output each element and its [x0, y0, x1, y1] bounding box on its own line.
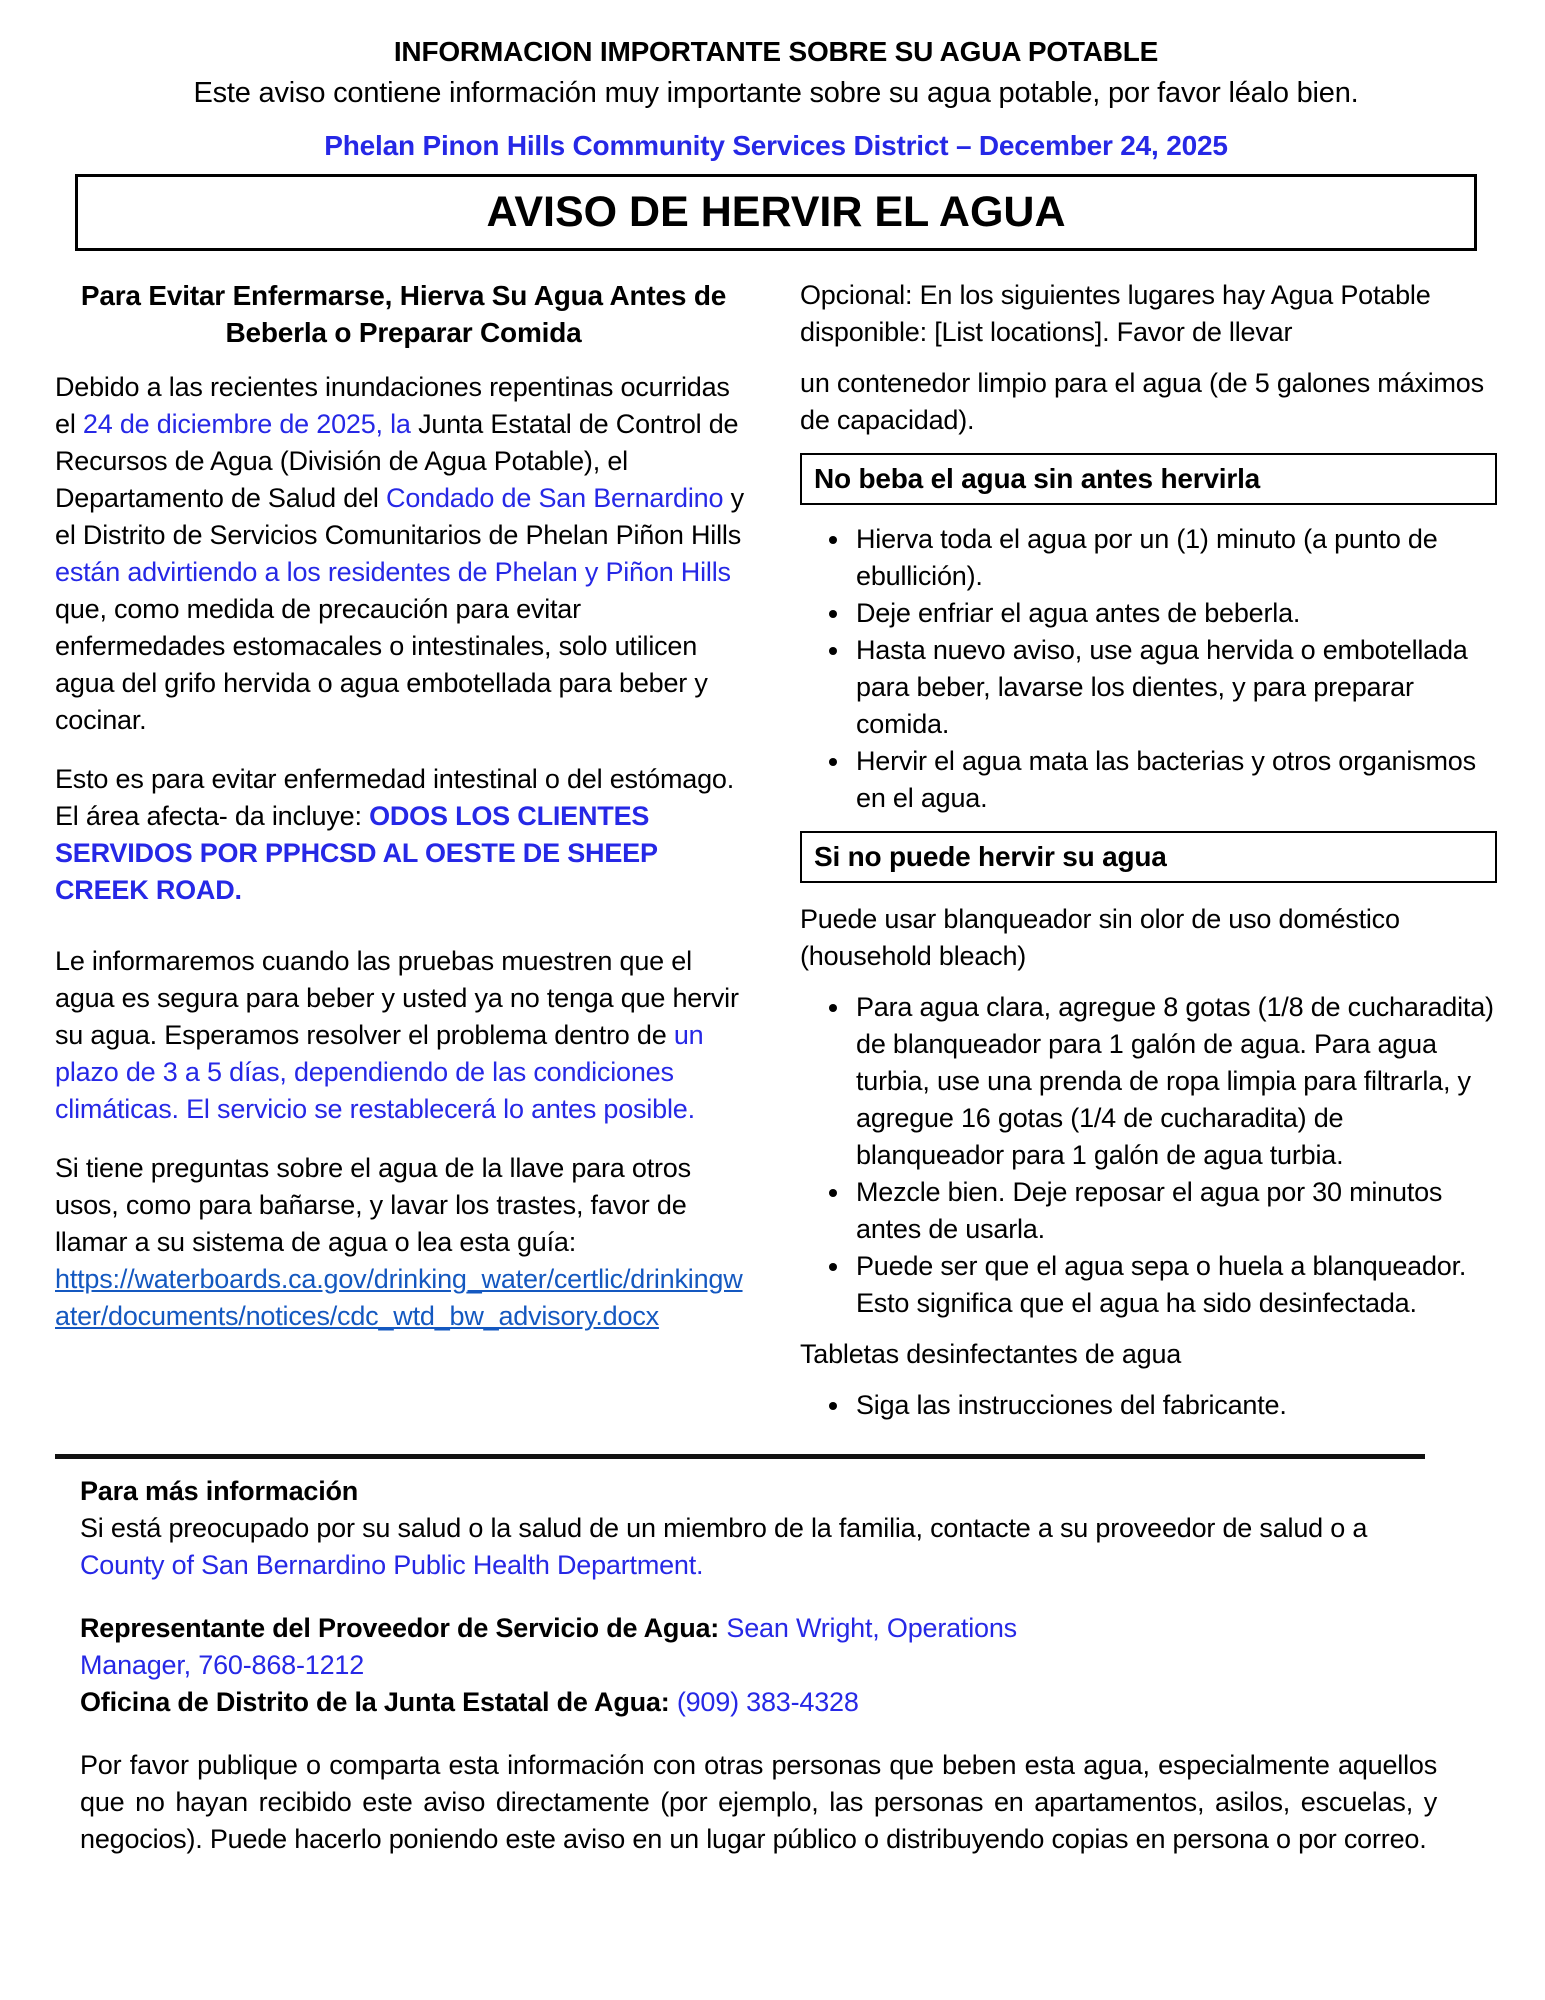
bullet-item: • Hervir el agua mata las bacterias y otros organismos en el agua. — [852, 743, 1497, 817]
text-segment: Condado de San Bernardino — [386, 483, 724, 513]
district-date-line: Phelan Pinon Hills Community Services District – December 24, 2025 — [324, 130, 1228, 161]
paragraph-tablets: Tabletas desinfectantes de agua — [800, 1339, 1182, 1369]
paragraph-bleach: Puede usar blanqueador sin olor de uso doméstico (household bleach) — [800, 904, 1400, 971]
boil-instructions-list — [800, 521, 1497, 817]
section-header-no-beba — [800, 453, 1497, 505]
bullet-item: • Hierva toda el agua por un (1) minuto (a punto de ebullición). — [852, 521, 1497, 595]
text-segment: Manager, 760-868-1212 — [80, 1650, 365, 1680]
bullet-item: • Mezcle bien. Deje reposar el agua por 30 minutos antes de usarla. — [852, 1174, 1497, 1248]
footer-heading: Para más información — [80, 1476, 359, 1506]
document-header — [55, 32, 1497, 164]
text-segment: un plazo de 3 a 5 días, dependiendo de las condiciones climáticas. El servicio se restablecerá lo antes posible. — [55, 1020, 704, 1124]
text-segment: ODOS LOS CLIENTES SERVIDOS POR PPHCSD AL OESTE DE SHEEP CREEK ROAD. — [55, 801, 658, 905]
bullet-item: • Puede ser que el agua sepa o huela a blanqueador. Esto significa que el agua ha sido desinfectada. — [852, 1248, 1497, 1322]
two-column-body — [55, 277, 1497, 1424]
text-segment: Si está preocupado por su salud o la salud de un miembro de la familia, contacte a su proveedor de salud o a — [80, 1513, 1368, 1543]
bullet-item: • Para agua clara, agregue 8 gotas (1/8 de cucharadita) de blanqueador para 1 galón de agua. Para agua turbia, use una prenda de ropa limpia para filtrarla, y agregue 16 gotas (1/4 de cucharadita) de blanqueador para 1 galón de agua turbia. — [852, 989, 1497, 1174]
text-segment: Le informaremos cuando las pruebas muestren que el agua es segura para beber y usted ya no tenga que hervir su agua. Esperamos resolver el problema dentro de — [55, 946, 739, 1050]
bullet-item: • Deje enfriar el agua antes de beberla. — [852, 595, 1497, 632]
notice-title-box — [75, 174, 1477, 251]
paragraph-optional-locations: Opcional: En los siguientes lugares hay Agua Potable disponible: [List locations]. Favor de llevar — [800, 280, 1431, 347]
text-segment: Oficina de Distrito de la Junta Estatal de Agua: — [80, 1687, 677, 1717]
footer-section — [55, 1473, 1497, 1858]
text-segment: Si tiene preguntas sobre el agua de la llave para otros usos, como para bañarse, y lavar los trastes, favor de llamar a su sistema de agua o lea esta guía: — [55, 1153, 691, 1257]
guide-link[interactable]: https://waterboards.ca.gov/drinking_water/certlic/drinkingwater/documents/notices/cdc_wtd_bw_advisory.docx — [55, 1264, 743, 1331]
footer-district-office-line — [80, 1684, 1437, 1721]
footer-representative-line — [80, 1610, 1437, 1684]
section-header-no-hervir — [800, 831, 1497, 883]
paragraph-flood-notice — [55, 369, 752, 739]
paragraph-testing-update — [55, 943, 752, 1128]
bleach-instructions-list — [800, 989, 1497, 1322]
section-header-no-hervir-label: Si no puede hervir su agua — [814, 841, 1167, 872]
paragraph-questions-guide[interactable] — [55, 1150, 752, 1335]
bullet-item: • Siga las instrucciones del fabricante. — [852, 1387, 1497, 1424]
text-segment: Debido a las recientes inundaciones repentinas ocurridas el — [55, 372, 730, 439]
paragraph-container: un contenedor limpio para el agua (de 5 galones máximos de capacidad). — [800, 368, 1484, 435]
text-segment: que, como medida de precaución para evitar enfermedades estomacales o intestinales, solo utilicen agua del grifo hervida o agua embotellada para beber y cocinar. — [55, 594, 708, 735]
text-segment: Esto es para evitar enfermedad intestinal o del estómago. El área afecta- da incluye: — [55, 764, 734, 831]
text-segment: Junta Estatal de Control de Recursos de Agua (División de Agua Potable), el Departamento de Salud del — [55, 409, 739, 513]
section-divider — [55, 1454, 1425, 1459]
text-segment: están advirtiendo a los residentes de Phelan y Piñon Hills — [55, 557, 731, 587]
tablets-instructions-list — [800, 1387, 1497, 1424]
text-segment: 24 de diciembre de 2025, la — [82, 409, 411, 439]
header-title: INFORMACION IMPORTANTE SOBRE SU AGUA POTABLE — [393, 36, 1159, 67]
text-segment: Representante del Proveedor de Servicio de Agua: — [80, 1613, 727, 1643]
text-segment: y el Distrito de Servicios Comunitarios de Phelan Piñon Hills — [55, 483, 744, 550]
footer-health-contact — [80, 1510, 1437, 1584]
section-header-no-beba-label: No beba el agua sin antes hervirla — [814, 463, 1261, 494]
right-column — [800, 277, 1497, 1424]
footer-share-paragraph: Por favor publique o comparta esta información con otras personas que beben esta agua, especialmente aquellos que no hayan recibido este aviso directamente (por ejemplo, las personas en apartamentos, asilos, escuelas, y negocios). Puede hacerlo poniendo este aviso en un lugar público o distribuyendo copias en persona o por correo. — [80, 1750, 1437, 1854]
text-segment: Sean Wright, Operations — [726, 1613, 1017, 1643]
text-segment: County of San Bernardino Public Health Department. — [80, 1550, 704, 1580]
paragraph-affected-area — [55, 761, 752, 909]
header-subtitle: Este aviso contiene información muy importante sobre su agua potable, por favor léalo bien. — [193, 77, 1359, 109]
bullet-item: • Hasta nuevo aviso, use agua hervida o embotellada para beber, lavarse los dientes, y para preparar comida. — [852, 632, 1497, 743]
left-column-heading: Para Evitar Enfermarse, Hierva Su Agua Antes de Beberla o Preparar Comida — [80, 280, 727, 348]
text-segment: (909) 383-4328 — [676, 1687, 859, 1717]
left-column — [55, 277, 752, 1424]
notice-title: AVISO DE HERVIR EL AGUA — [486, 188, 1066, 236]
